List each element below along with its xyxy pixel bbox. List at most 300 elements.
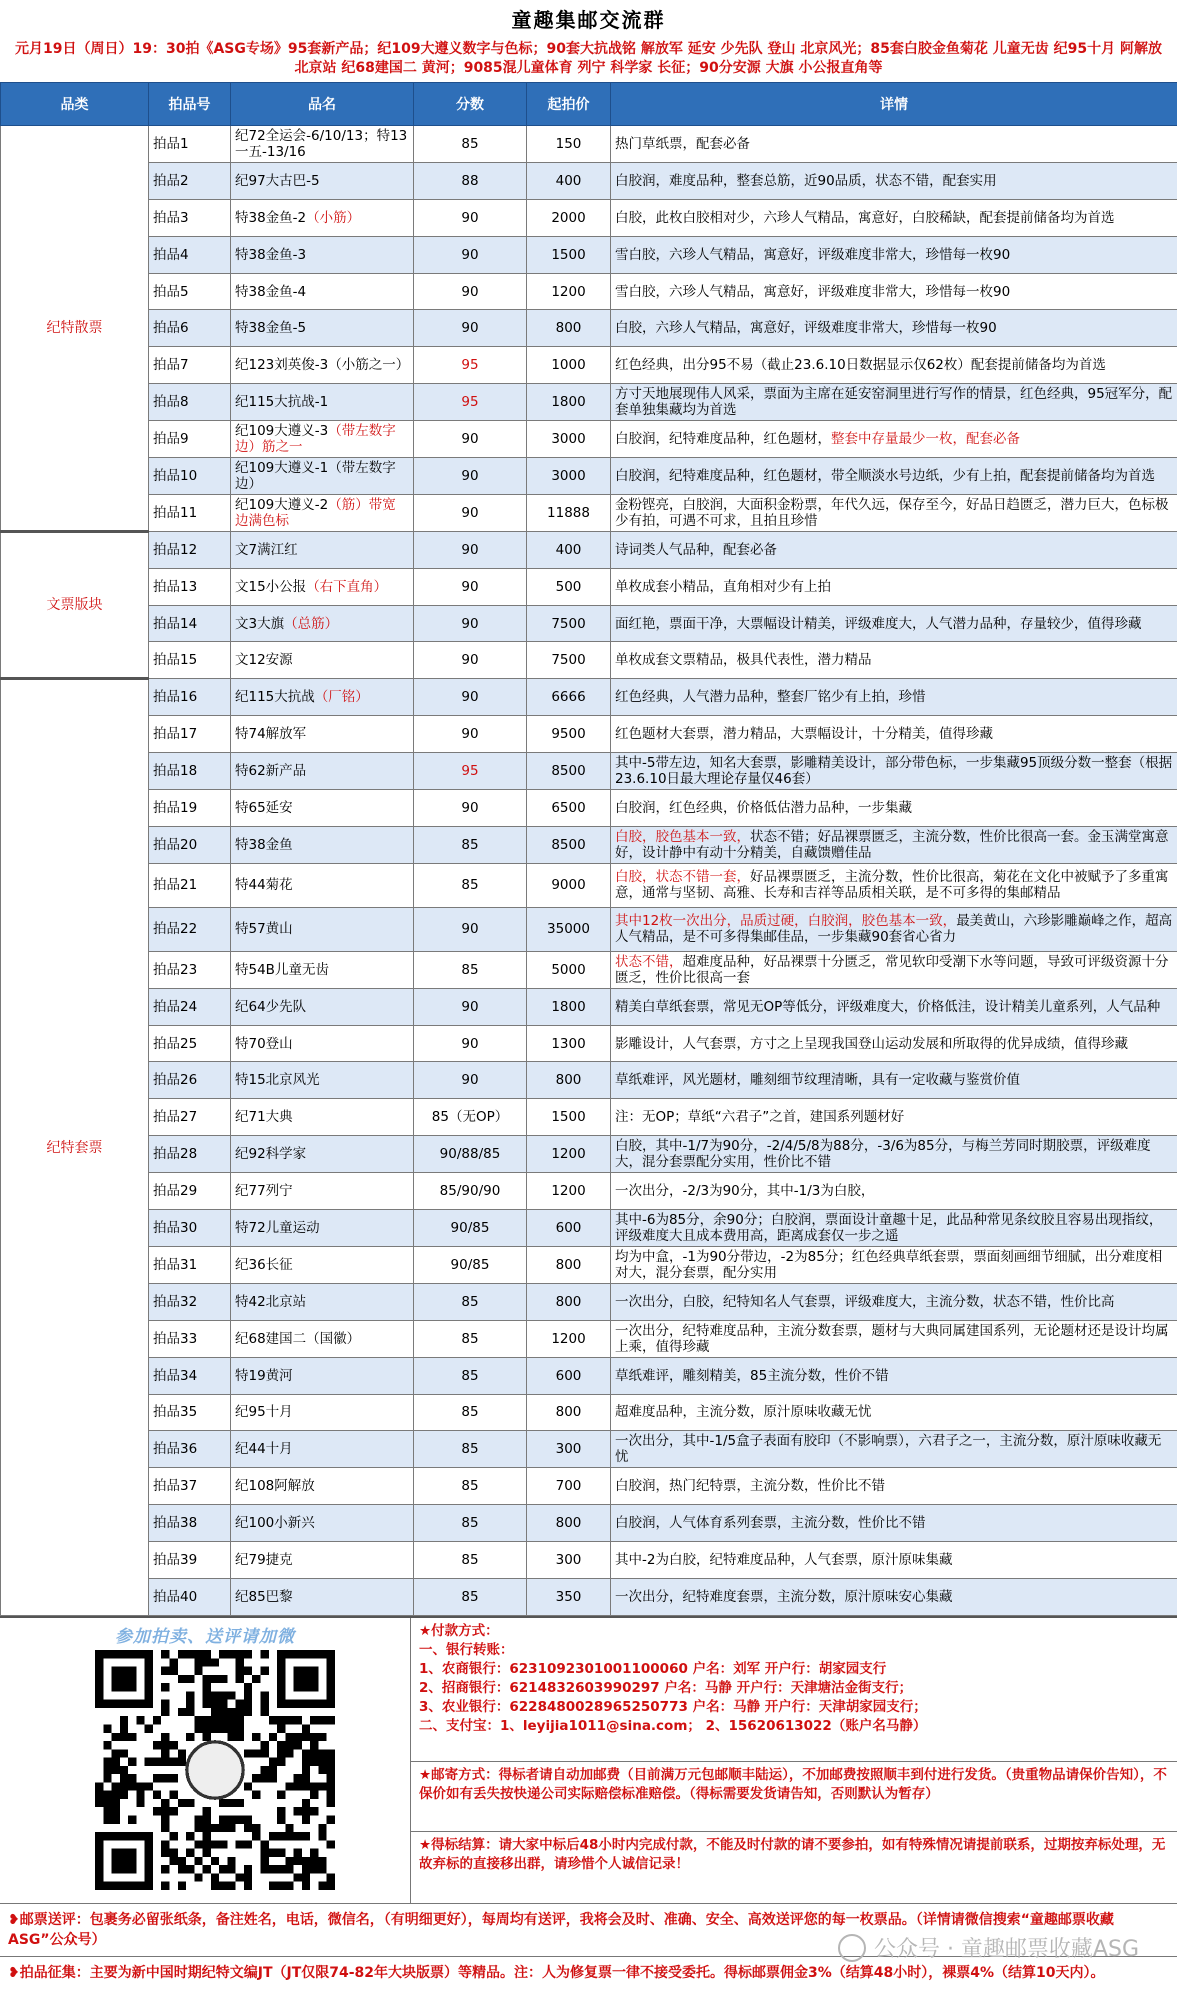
lot-score: 90 [414, 1062, 527, 1099]
lot-detail [611, 951, 1177, 988]
lot-detail-text: 雪白胶，六珍人气精品，寓意好，评级难度非常大，珍惜每一枚90 [615, 283, 1011, 300]
table-row [1, 310, 1177, 347]
lot-number: 拍品18 [149, 753, 231, 790]
lot-detail-text: 精美白草纸套票，常见无OP等低分，评级难度大，价格低洼，设计精美儿童系列，人气品种 [615, 998, 1161, 1015]
lot-detail-text: 白胶，其中-1/7为90分，-2/4/5/8为88分，-3/6为85分，与梅兰芳同时期胶票，评级难度大，混分套票配分实用，性价比不错 [615, 1138, 1151, 1171]
bank-account-2: 2、招商银行：6214832603990297 户名：马静 开户行：天津塘沽金街支行； [419, 1679, 913, 1696]
lot-score: 90 [414, 531, 527, 568]
lot-name-text: 纪109大遵义-3 [235, 423, 329, 440]
lot-name-text: 文15小公报 [235, 578, 307, 595]
lot-name-text: 特19黄河 [235, 1367, 293, 1384]
lot-start-price: 150 [527, 126, 611, 163]
table-row [1, 1394, 1177, 1431]
lot-detail [611, 1394, 1177, 1431]
mail-info: ★邮寄方式：得标者请自动加邮费（目前满万元包邮顺丰陆运），不加邮费按照顺丰到付进行发货。（贵重物品请保价告知），不保价如有丢失按快递公司实际赔偿标准赔偿。（得标需要发货请告知，否则默认为暂存） [411, 1762, 1177, 1832]
lot-score: 85 [414, 1283, 527, 1320]
lot-detail-text: 其中-2为白胶，纪特难度品种，人气套票，原汁原味集藏 [615, 1552, 953, 1568]
lot-start-price: 6500 [527, 790, 611, 827]
lot-name-text: 特38金鱼-2 [235, 209, 307, 226]
lot-number: 拍品16 [149, 679, 231, 716]
lot-detail [611, 1542, 1177, 1579]
lot-name-text: 纪64少先队 [235, 998, 307, 1015]
lot-score: 90 [414, 1025, 527, 1062]
lot-detail [611, 384, 1177, 421]
lot-detail [611, 494, 1177, 531]
table-row [1, 1431, 1177, 1468]
lot-score: 90 [414, 642, 527, 679]
lot-number: 拍品5 [149, 273, 231, 310]
lot-score: 85 [414, 1357, 527, 1394]
lot-start-price: 5000 [527, 951, 611, 988]
lot-detail [611, 310, 1177, 347]
lot-number: 拍品13 [149, 568, 231, 605]
table-row [1, 1099, 1177, 1136]
table-row [1, 1025, 1177, 1062]
table-row [1, 951, 1177, 988]
lot-name-note: （筋）带宽边满色标 [235, 496, 396, 529]
lot-name [231, 1099, 414, 1136]
lot-start-price: 1200 [527, 1320, 611, 1357]
lot-number: 拍品29 [149, 1173, 231, 1210]
lot-name [231, 1173, 414, 1210]
lot-detail [611, 1320, 1177, 1357]
lot-name-text: 特72儿童运动 [235, 1219, 320, 1236]
lot-detail-highlight: 状态不错， [615, 953, 683, 970]
table-row [1, 126, 1177, 163]
payment-panel [411, 1618, 1177, 1903]
lot-score: 90 [414, 790, 527, 827]
lot-number: 拍品15 [149, 642, 231, 679]
lot-detail-text: 白胶润，纪特难度品种，红色题材， [615, 431, 831, 448]
lot-score: 90 [414, 236, 527, 273]
lot-start-price: 7500 [527, 605, 611, 642]
lot-detail-highlight: 白胶，状态不错一套， [615, 869, 750, 886]
lot-number: 拍品22 [149, 907, 231, 951]
qr-panel [0, 1618, 411, 1903]
table-row [1, 1173, 1177, 1210]
lot-detail [611, 1431, 1177, 1468]
lot-name [231, 236, 414, 273]
lot-detail [611, 988, 1177, 1025]
lot-detail-text: 一次出分，-2/3为90分，其中-1/3为白胶， [615, 1183, 875, 1200]
lot-name [231, 826, 414, 863]
lot-name [231, 421, 414, 458]
lot-name-text: 文12安源 [235, 652, 293, 669]
lot-detail-text: 一次出分，其中-1/5盒子表面有胶印（不影响票），六君子之一，主流分数，原汁原味收藏无忧 [615, 1433, 1162, 1466]
lot-detail [611, 531, 1177, 568]
lot-detail [611, 1505, 1177, 1542]
lot-name-text: 纪109大遵义-1（带左数字边） [235, 459, 396, 492]
lot-number: 拍品20 [149, 826, 231, 863]
table-row [1, 458, 1177, 495]
lot-name [231, 162, 414, 199]
lot-name [231, 1283, 414, 1320]
lot-detail [611, 716, 1177, 753]
lot-number: 拍品4 [149, 236, 231, 273]
lot-number: 拍品17 [149, 716, 231, 753]
watermark [838, 1932, 1139, 1963]
lot-detail-text: 红色经典，人气潜力品种，整套厂铭少有上拍，珍惜 [615, 689, 926, 706]
lot-name [231, 1210, 414, 1247]
lot-detail-text: 雪白胶，六珍人气精品，寓意好，评级难度非常大，珍惜每一枚90 [615, 246, 1011, 263]
lot-start-price: 9500 [527, 716, 611, 753]
lot-detail-text: 面红艳，票面干净，大票幅设计精美，评级难度大，人气潜力品种，存量较少，值得珍藏 [615, 615, 1142, 632]
lot-name-note: （右下直角） [306, 578, 388, 595]
lot-start-price: 1800 [527, 384, 611, 421]
lot-name-text: 特74解放军 [235, 726, 307, 743]
lot-start-price: 400 [527, 531, 611, 568]
header-name: 品名 [231, 83, 414, 126]
lot-number: 拍品9 [149, 421, 231, 458]
lot-start-price: 800 [527, 1062, 611, 1099]
lot-name-note: （小筋） [306, 209, 361, 226]
lot-number: 拍品25 [149, 1025, 231, 1062]
lot-score: 85 [414, 951, 527, 988]
lot-start-price: 1800 [527, 988, 611, 1025]
lot-name [231, 863, 414, 907]
lot-name-text: 纪68建国二（国徽） [235, 1330, 361, 1347]
table-header [1, 83, 1177, 126]
header-detail: 详情 [611, 83, 1177, 126]
lot-detail-text: 影雕设计，人气套票，方寸之上呈现我国登山运动发展和所取得的优异成绩，值得珍藏 [615, 1035, 1128, 1052]
lot-score: 90 [414, 907, 527, 951]
lot-start-price: 9000 [527, 863, 611, 907]
lot-name [231, 951, 414, 988]
lot-score: 90 [414, 716, 527, 753]
lot-start-price: 1300 [527, 1025, 611, 1062]
lot-start-price: 600 [527, 1357, 611, 1394]
header-score: 分数 [414, 83, 527, 126]
lot-name [231, 1394, 414, 1431]
lot-start-price: 1500 [527, 1099, 611, 1136]
lot-detail-highlight: 白胶，胶色基本一致， [615, 828, 750, 845]
lot-name [231, 642, 414, 679]
lot-detail [611, 907, 1177, 951]
table-row [1, 1578, 1177, 1615]
lot-start-price: 1200 [527, 1173, 611, 1210]
lot-name-text: 特44菊花 [235, 877, 293, 894]
lot-score: 90/88/85 [414, 1136, 527, 1173]
lot-name-text: 纪72全运会-6/10/13；特13一五-13/16 [235, 127, 408, 160]
lot-name [231, 988, 414, 1025]
lot-name-text: 文3大旗 [235, 615, 285, 632]
lot-name [231, 1136, 414, 1173]
lot-number: 拍品33 [149, 1320, 231, 1357]
lot-name [231, 1357, 414, 1394]
lot-name-text: 特57黄山 [235, 921, 293, 938]
table-row [1, 531, 1177, 568]
lot-start-price: 11888 [527, 494, 611, 531]
category-cell: 纪特套票 [1, 679, 149, 1615]
lot-start-price: 8500 [527, 753, 611, 790]
table-row [1, 236, 1177, 273]
lot-number: 拍品36 [149, 1431, 231, 1468]
table-row [1, 1246, 1177, 1283]
lot-start-price: 1200 [527, 273, 611, 310]
lot-name-note: （带左数字边）筋之一 [235, 423, 396, 456]
lot-detail [611, 1062, 1177, 1099]
lot-detail [611, 679, 1177, 716]
table-row [1, 1505, 1177, 1542]
lot-score: 90 [414, 273, 527, 310]
lot-score: 90 [414, 199, 527, 236]
lot-score: 90/85 [414, 1246, 527, 1283]
lot-score: 90 [414, 568, 527, 605]
lot-number: 拍品23 [149, 951, 231, 988]
lot-detail [611, 126, 1177, 163]
lot-score: 95 [414, 753, 527, 790]
lot-name-text: 特38金鱼 [235, 836, 293, 853]
lot-detail [611, 199, 1177, 236]
lot-detail-text: 方寸天地展现伟人风采，票面为主席在延安窑洞里进行写作的情景，红色经典，95冠军分，配套单独集藏均为首选 [615, 386, 1173, 419]
lot-detail-highlight: 其中12枚一次出分，品质过硬，白胶润，胶色基本一致， [615, 913, 957, 930]
lot-score: 85 [414, 1431, 527, 1468]
lot-name [231, 1578, 414, 1615]
lot-number: 拍品11 [149, 494, 231, 531]
lot-detail-text: 诗词类人气品种，配套必备 [615, 541, 777, 558]
lot-detail-text: 一次出分，纪特难度套票，主流分数，原汁原味安心集藏 [615, 1588, 953, 1605]
table-row [1, 273, 1177, 310]
lot-name-text: 纪109大遵义-2 [235, 496, 329, 513]
lot-number: 拍品6 [149, 310, 231, 347]
lot-name-text: 纪92科学家 [235, 1146, 307, 1163]
watermark-text: 公众号 · 童趣邮票收藏ASG [873, 1937, 1139, 1962]
table-row [1, 826, 1177, 863]
lot-number: 拍品10 [149, 458, 231, 495]
lot-score: 90 [414, 458, 527, 495]
lot-start-price: 700 [527, 1468, 611, 1505]
lot-start-price: 3000 [527, 458, 611, 495]
table-row [1, 568, 1177, 605]
table-row [1, 642, 1177, 679]
lot-name-text: 纪71大典 [235, 1109, 293, 1126]
lot-name [231, 458, 414, 495]
lot-number: 拍品28 [149, 1136, 231, 1173]
lot-start-price: 800 [527, 1505, 611, 1542]
lot-score: 85 [414, 1578, 527, 1615]
lot-name [231, 605, 414, 642]
lot-detail [611, 273, 1177, 310]
lot-name-text: 特62新产品 [235, 763, 307, 780]
table-row [1, 863, 1177, 907]
lot-detail-text: 白胶润，红色经典，价格低估潜力品种，一步集藏 [615, 799, 912, 816]
table-row [1, 1468, 1177, 1505]
lot-start-price: 7500 [527, 642, 611, 679]
bank-account-1: 1、农商银行：6231092301001100060 户名：刘军 开户行：胡家园支行 [419, 1660, 887, 1677]
lot-name-text: 纪108阿解放 [235, 1478, 315, 1495]
lot-score: 90 [414, 679, 527, 716]
lot-detail-text: 白胶润，难度品种，整套总筋，近90品质，状态不错，配套实用 [615, 172, 997, 189]
table-row [1, 1136, 1177, 1173]
table-row [1, 1062, 1177, 1099]
payment-title: ★付款方式： [419, 1622, 499, 1639]
lot-number: 拍品40 [149, 1578, 231, 1615]
lot-name [231, 273, 414, 310]
lot-detail [611, 753, 1177, 790]
lot-detail [611, 642, 1177, 679]
table-row [1, 1210, 1177, 1247]
lot-start-price: 600 [527, 1210, 611, 1247]
lot-name [231, 716, 414, 753]
lot-detail [611, 421, 1177, 458]
lot-score: 85（无OP） [414, 1099, 527, 1136]
lot-detail [611, 1357, 1177, 1394]
lot-number: 拍品27 [149, 1099, 231, 1136]
lot-name [231, 907, 414, 951]
lot-start-price: 800 [527, 310, 611, 347]
lot-name-text: 特42北京站 [235, 1293, 307, 1310]
lot-score: 85/90/90 [414, 1173, 527, 1210]
lot-number: 拍品31 [149, 1246, 231, 1283]
lot-name [231, 531, 414, 568]
lot-score: 90 [414, 494, 527, 531]
lot-detail [611, 347, 1177, 384]
lot-score: 88 [414, 162, 527, 199]
lot-detail [611, 826, 1177, 863]
lot-score: 85 [414, 1542, 527, 1579]
lot-score: 85 [414, 1320, 527, 1357]
lot-detail-text: 白胶润，纪特难度品种，红色题材，带全顺淡水号边纸，少有上拍，配套提前储备均为首选 [615, 467, 1155, 484]
lot-name-text: 特38金鱼-3 [235, 246, 307, 263]
lot-name [231, 1505, 414, 1542]
footer-appraisal: ❥邮票送评：包裹务必留张纸条，备注姓名，电话，微信名，（有明细更好），每周均有送评，我将会及时、准确、安全、高效送评您的每一枚票品。（详情请微信搜索“童趣邮票收藏ASG”公众号） [0, 1903, 1177, 1956]
lot-name [231, 679, 414, 716]
qr-caption: 参加拍卖、送评请加微 [115, 1626, 295, 1647]
lot-start-price: 800 [527, 1394, 611, 1431]
table-row [1, 1357, 1177, 1394]
lot-name-text: 特65延安 [235, 799, 293, 816]
lots-table [0, 82, 1177, 1616]
lot-name [231, 1062, 414, 1099]
lot-number: 拍品26 [149, 1062, 231, 1099]
lot-number: 拍品3 [149, 199, 231, 236]
category-cell: 纪特散票 [1, 126, 149, 532]
lot-name [231, 1246, 414, 1283]
lot-detail-text: 一次出分，纪特难度品种，主流分数套票，题材与大典同属建国系列，无论题材还是设计均属上乘，值得珍藏 [615, 1322, 1169, 1355]
lot-score: 85 [414, 863, 527, 907]
auction-notice: 元月19日（周日）19：30拍《ASG专场》95套新产品；纪109大遵义数字与色标；90套大抗战铭 解放军 延安 少先队 登山 北京风光；85套白胶金鱼菊花 儿童无齿 纪95十月 阿解放 北京站 纪68建国二 黄河；9085混儿童体育 列宁 科学家 长征；90分安源 大旗 小公报直角等 [15, 41, 1162, 76]
lot-start-price: 8500 [527, 826, 611, 863]
lot-score: 95 [414, 384, 527, 421]
lot-detail-text: 单枚成套小精品，直角相对少有上拍 [615, 578, 831, 595]
lot-detail-text: 最美黄山，六珍影雕巅峰之作，超高人气精品，是不可多得集邮佳品，一步集藏90套省心省力 [615, 913, 1173, 946]
lot-detail [611, 1210, 1177, 1247]
lot-name-text: 纪97大古巴-5 [235, 172, 320, 189]
lot-name [231, 384, 414, 421]
lot-score: 85 [414, 1468, 527, 1505]
table-row [1, 199, 1177, 236]
lot-detail-text: 草纸难评，风光题材，雕刻细节纹理清晰，具有一定收藏与鉴赏价值 [615, 1072, 1020, 1089]
lot-detail-text: 其中-5带左边，知名大套票，影雕精美设计，部分带色标，一步集藏95顶级分数一整套（根据23.6.10日最大理论存量仅46套） [615, 755, 1173, 788]
table-row [1, 421, 1177, 458]
lot-number: 拍品24 [149, 988, 231, 1025]
lot-detail-text: 白胶，此枚白胶相对少，六珍人气精品，寓意好，白胶稀缺，配套提前储备均为首选 [615, 209, 1115, 226]
lot-score: 90/85 [414, 1210, 527, 1247]
lot-detail [611, 458, 1177, 495]
table-row [1, 384, 1177, 421]
category-cell: 文票版块 [1, 531, 149, 679]
lot-number: 拍品19 [149, 790, 231, 827]
header-lot: 拍品号 [149, 83, 231, 126]
lot-name [231, 1542, 414, 1579]
table-row [1, 1320, 1177, 1357]
lot-detail-text: 红色经典，出分95不易（截止23.6.10日数据显示仅62枚）配套提前储备均为首选 [615, 357, 1106, 374]
lot-name-text: 特38金鱼-4 [235, 283, 307, 300]
settle-info: ★得标结算：请大家中标后48小时内完成付款，不能及时付款的请不要参拍，如有特殊情况请提前联系，过期按弃标处理，无故弃标的直接移出群，请珍惜个人诚信记录！ [419, 1836, 1166, 1872]
lot-name-text: 文7满江红 [235, 541, 298, 558]
lot-start-price: 1000 [527, 347, 611, 384]
lot-start-price: 800 [527, 1246, 611, 1283]
lot-number: 拍品2 [149, 162, 231, 199]
lot-start-price: 6666 [527, 679, 611, 716]
table-row [1, 988, 1177, 1025]
qr-code-icon[interactable] [95, 1650, 335, 1890]
header-category: 品类 [1, 83, 149, 126]
lot-detail [611, 1136, 1177, 1173]
footer-collection: ❥拍品征集：主要为新中国时期纪特文编JT（JT仅限74-82年大块版票）等精品。注：人为修复票一律不接受委托。得标邮票佣金3%（结算48小时），裸票4%（结算10天内）。 [0, 1956, 1177, 2006]
bank-account-3: 3、农业银行：6228480028965250773 户名：马静 开户行：天津胡家园支行； [419, 1698, 927, 1715]
lot-detail [611, 1099, 1177, 1136]
header-price: 起拍价 [527, 83, 611, 126]
lot-start-price: 400 [527, 162, 611, 199]
lot-number: 拍品35 [149, 1394, 231, 1431]
lot-name [231, 310, 414, 347]
lot-detail [611, 1173, 1177, 1210]
lot-start-price: 3000 [527, 421, 611, 458]
table-row [1, 162, 1177, 199]
lot-name [231, 568, 414, 605]
lot-detail-text: 一次出分，白胶，纪特知名人气套票，评级难度大，主流分数，状态不错，性价比高 [615, 1293, 1115, 1310]
lot-detail [611, 1246, 1177, 1283]
lot-detail-text: 白胶，六珍人气精品，寓意好，评级难度非常大，珍惜每一枚90 [615, 320, 997, 337]
lot-number: 拍品7 [149, 347, 231, 384]
lot-name-text: 纪36长征 [235, 1256, 293, 1273]
lot-detail [611, 568, 1177, 605]
lot-score: 90 [414, 421, 527, 458]
lot-name [231, 1468, 414, 1505]
lot-name-text: 纪123刘英俊-3（小筋之一） [235, 357, 410, 374]
lot-name-text: 特38金鱼-5 [235, 320, 307, 337]
lot-number: 拍品12 [149, 531, 231, 568]
lot-detail-text: 金粉铿亮，白胶润，大面积金粉票，年代久远，保存至今，好品日趋匮乏，潜力巨大，色标极少有拍，可遇不可求，且拍且珍惜 [615, 496, 1169, 529]
lot-name-text: 纪115大抗战 [235, 689, 315, 706]
lot-detail [611, 162, 1177, 199]
lot-name-text: 纪77列宁 [235, 1183, 293, 1200]
lot-name-text: 特54B儿童无齿 [235, 961, 329, 978]
lot-detail-text: 超难度品种，好品裸票十分匮乏，常见软印受潮下水等问题，导致可评级资源十分匮乏，性价比很高一套 [615, 953, 1169, 986]
lot-detail [611, 605, 1177, 642]
table-row [1, 716, 1177, 753]
lot-name-text: 纪44十月 [235, 1441, 293, 1458]
lot-start-price: 1500 [527, 236, 611, 273]
lot-detail-text: 状态不错；好品裸票匮乏，主流分数，性价比很高一套。金玉满堂寓意好，设计静中有动十分精美，自藏馈赠佳品 [615, 828, 1169, 861]
lot-name [231, 126, 414, 163]
lot-score: 95 [414, 347, 527, 384]
lot-start-price: 35000 [527, 907, 611, 951]
lot-detail [611, 863, 1177, 907]
lot-start-price: 350 [527, 1578, 611, 1615]
lot-name [231, 347, 414, 384]
lot-detail-text: 均为中盒，-1为90分带边，-2为85分；红色经典草纸套票，票面刻画细节细腻，出分难度相对大，混分套票，配分实用 [615, 1248, 1163, 1281]
lot-score: 90 [414, 310, 527, 347]
lot-name-text: 纪95十月 [235, 1404, 293, 1421]
lot-start-price: 300 [527, 1431, 611, 1468]
lot-detail-text: 红色题材大套票，潜力精品，大票幅设计，十分精美，值得珍藏 [615, 726, 993, 743]
lot-name-text: 纪115大抗战-1 [235, 394, 329, 411]
lot-name-note: （总筋） [284, 615, 339, 632]
lot-name [231, 494, 414, 531]
lot-name [231, 199, 414, 236]
